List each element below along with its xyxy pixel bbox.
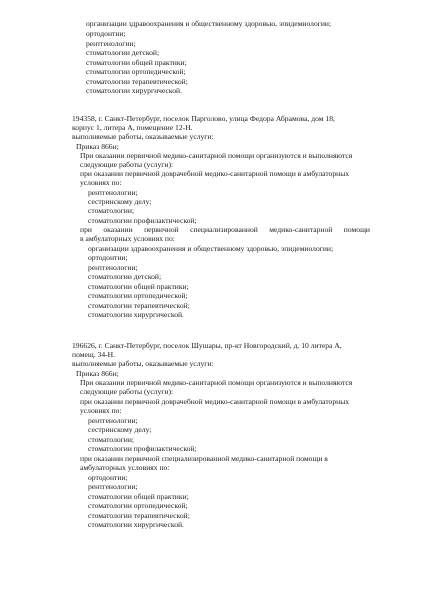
order-ref: Приказ 866н; bbox=[76, 142, 119, 151]
list-item: стоматологии терапевтической; bbox=[86, 77, 188, 86]
list-item: стоматологии терапевтической; bbox=[88, 301, 190, 310]
list-item: стоматологии общей практики; bbox=[88, 492, 189, 501]
word: при bbox=[80, 225, 92, 234]
word: специализированной bbox=[190, 225, 258, 234]
paragraph-line: при оказании первичной доврачебной медико-санитарной помощи в амбулаторных bbox=[80, 169, 350, 178]
list-item: стоматологии детской; bbox=[86, 48, 160, 57]
address-line: корпус 1, литера А, помещение 12-Н. bbox=[72, 123, 193, 132]
paragraph-line: следующие работы (услуги): bbox=[80, 160, 174, 169]
list-item: рентгенологии; bbox=[88, 188, 138, 197]
word: помощи bbox=[343, 225, 370, 234]
list-item: стоматологии; bbox=[88, 435, 135, 444]
paragraph-line: условиях по: bbox=[80, 178, 122, 187]
list-item: стоматологии ортопедической; bbox=[88, 291, 188, 300]
list-item: ортодонтии; bbox=[88, 253, 128, 262]
paragraph-line: амбулаторных условиях по: bbox=[80, 463, 170, 472]
list-item: стоматологии хирургической. bbox=[86, 86, 182, 95]
order-ref: Приказ 866н; bbox=[76, 369, 119, 378]
list-item: стоматологии ортопедической; bbox=[88, 501, 188, 510]
list-item: рентгенологии; bbox=[88, 482, 138, 491]
word: медико-санитарной bbox=[269, 225, 333, 234]
address-line: 194358, г. Санкт-Петербург, поселок Парголово, улица Федора Абрамова, дом 18, bbox=[72, 114, 335, 123]
list-item: стоматологии профилактической; bbox=[88, 216, 197, 225]
address-line: 196626, г. Санкт-Петербург, поселок Шушары, пр-кт Новгородский, д. 10 литера А, bbox=[72, 341, 342, 350]
word: первичной bbox=[144, 225, 179, 234]
list-item: стоматологии детской; bbox=[88, 272, 162, 281]
list-item: сестринскому делу; bbox=[88, 425, 152, 434]
section-label: выполняемые работы, оказываемые услуги: bbox=[72, 132, 214, 141]
section-label: выполняемые работы, оказываемые услуги: bbox=[72, 359, 214, 368]
list-item: стоматологии терапевтической; bbox=[88, 511, 190, 520]
paragraph-line: в амбулаторных условиях по: bbox=[80, 234, 175, 243]
list-item: организации здравоохранения и общественному здоровью, эпидемиологии; bbox=[88, 244, 334, 253]
word: оказании bbox=[103, 225, 133, 234]
address-line: помещ. 34-Н. bbox=[72, 350, 116, 359]
list-item: стоматологии ортопедической; bbox=[86, 67, 186, 76]
list-item: ортодонтии; bbox=[88, 473, 128, 482]
paragraph-line: При оказании первичной медико-санитарной помощи организуются и выполняются bbox=[80, 378, 353, 387]
list-item: рентгенологии; bbox=[88, 263, 138, 272]
list-item: стоматологии профилактической; bbox=[88, 444, 197, 453]
list-item: стоматологии хирургической. bbox=[88, 310, 184, 319]
paragraph-line: При оказании первичной медико-санитарной помощи организуются и выполняются bbox=[80, 151, 353, 160]
list-item: сестринскому делу; bbox=[88, 197, 152, 206]
paragraph-line: следующие работы (услуги): bbox=[80, 387, 174, 396]
list-item: рентгенологии; bbox=[88, 416, 138, 425]
list-item: стоматологии общей практики; bbox=[88, 282, 189, 291]
paragraph-line: при оказании первичной доврачебной медико-санитарной помощи в амбулаторных bbox=[80, 397, 350, 406]
list-item: рентгенологии; bbox=[86, 39, 136, 48]
paragraph-line: условиях по: bbox=[80, 406, 122, 415]
list-item: стоматологии общей практики; bbox=[86, 58, 187, 67]
list-item: стоматологии хирургической. bbox=[88, 520, 184, 529]
list-item: ортодонтии; bbox=[86, 29, 126, 38]
list-item: организации здравоохранения и общественному здоровью, эпидемиологии; bbox=[86, 19, 332, 28]
paragraph-line: при оказании первичной специализированной медико-санитарной помощи в bbox=[80, 454, 328, 463]
list-item: стоматологии; bbox=[88, 206, 135, 215]
